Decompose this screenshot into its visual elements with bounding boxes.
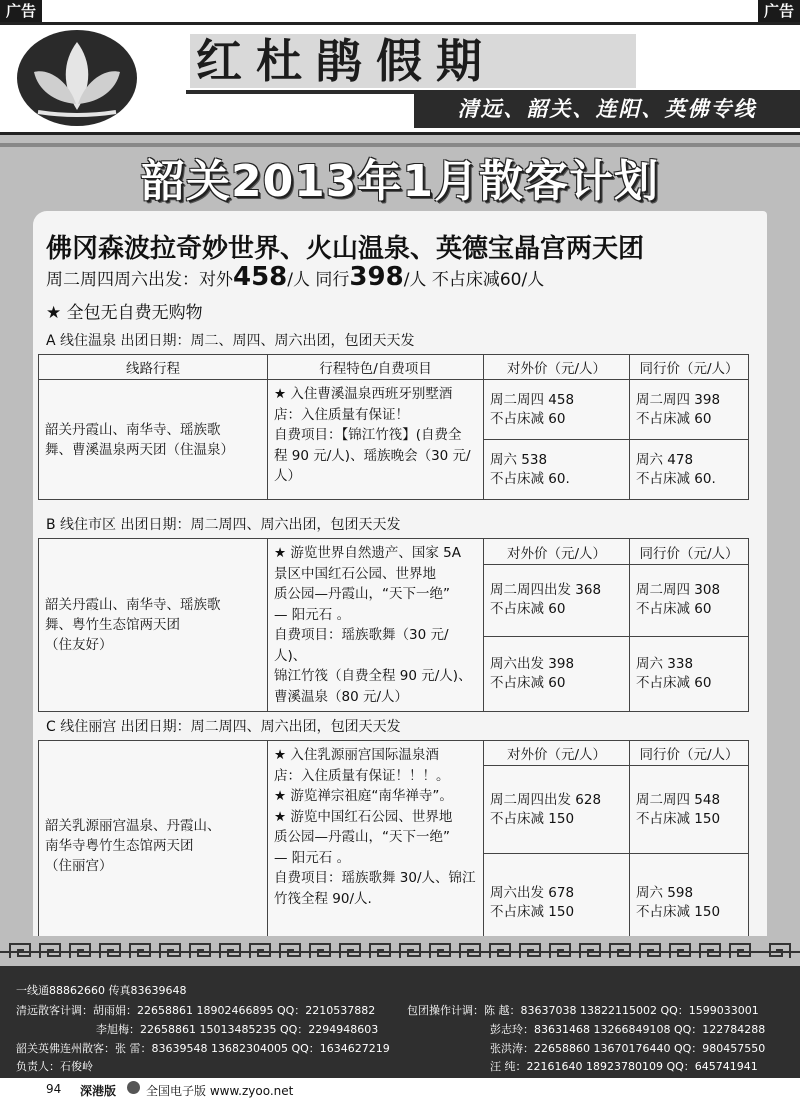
feature-cell: ★ 入住曹溪温泉西班牙别墅酒 店：入住质量有保证！ 自费项目：【锦江竹筏】(自费全 程 90 元/人)、瑶族晚会（30 元/ 人） bbox=[268, 380, 484, 500]
section-b-head: B 线住市区 出团日期：周二周四、周六出团，包团天天发 bbox=[46, 517, 401, 533]
peer-price-cell: 周二周四 308 不占床减 60 bbox=[630, 565, 749, 636]
header-feature: 行程特色/自费项目 bbox=[268, 355, 484, 380]
header-peer: 同行价（元/人） bbox=[630, 539, 749, 565]
contact-row: 彭志玲：83631468 13266849108 QQ：122784288 bbox=[490, 1023, 766, 1036]
feature-cell: ★ 游览世界自然遗产、国家 5A 景区中国红石公园、世界地 质公园—丹霞山，“天下一绝” — 阳元石 。 自费项目：瑶族歌舞（30 元/人)、 锦江竹筏（自费全程 90 元/人)、 曹溪温泉（80 元/人） bbox=[268, 539, 484, 712]
contact-row: 负责人：石俊岭 bbox=[16, 1060, 93, 1073]
contact-row: 张洪涛：22658860 13670176440 QQ：980457550 bbox=[490, 1042, 766, 1055]
contact-row: 包团操作计调：陈 越：83637038 13822115002 QQ：1599033001 bbox=[407, 1004, 759, 1017]
public-price-cell: 周二周四 458 不占床减 60 bbox=[484, 380, 630, 440]
ad-tag-left: 广告 bbox=[0, 0, 42, 22]
header-public: 对外价（元/人） bbox=[484, 539, 630, 565]
section-a-head: A 线住温泉 出团日期：周二、周四、周六出团，包团天天发 bbox=[46, 333, 415, 349]
public-price-cell: 周二周四出发 628 不占床减 150 bbox=[484, 766, 630, 854]
page-number: 94 bbox=[46, 1082, 62, 1096]
header-peer: 同行价（元/人） bbox=[630, 741, 749, 766]
page-bottom bbox=[0, 1078, 800, 1100]
header-peer: 同行价（元/人） bbox=[630, 355, 749, 380]
public-price-cell: 周六出发 678 不占床减 150 bbox=[484, 854, 630, 952]
meander-border bbox=[0, 936, 800, 966]
contact-row: 清远散客计调：胡雨娟：22658861 18902466895 QQ：2210537882 bbox=[16, 1004, 376, 1017]
public-price-cell: 周六 538 不占床减 60. bbox=[484, 440, 630, 500]
header-public: 对外价（元/人） bbox=[484, 355, 630, 380]
headline: 韶关2013年1月散客计划 bbox=[140, 156, 660, 207]
brand-name: 红杜鹃假期 bbox=[190, 34, 636, 88]
azalea-logo-icon bbox=[14, 24, 140, 128]
ad-tag-right: 广告 bbox=[758, 0, 800, 22]
public-price-cell: 周二周四出发 368 不占床减 60 bbox=[484, 565, 630, 636]
contact-row: 韶关英佛连州散客：张 雷：83639548 13682304005 QQ：1634627219 bbox=[16, 1042, 390, 1055]
peer-price-cell: 周六 598 不占床减 150 bbox=[630, 854, 749, 952]
public-price-cell: 周六出发 398 不占床减 60 bbox=[484, 636, 630, 712]
peer-price-cell: 周六 338 不占床减 60 bbox=[630, 636, 749, 712]
header-public: 对外价（元/人） bbox=[484, 741, 630, 766]
tour-price-line: 周二周四周六出发：对外458/人 同行398/人 不占床减60/人 bbox=[46, 262, 545, 292]
contact-row: 汪 纯：22161640 18923780109 QQ：645741941 bbox=[490, 1060, 758, 1073]
section-b-table bbox=[38, 538, 749, 712]
route-cell: 韶关乳源丽宫温泉、丹霞山、 南华寺粤竹生态馆两天团 （住丽宫） bbox=[39, 741, 268, 952]
route-banner: 清远、韶关、连阳、英佛专线 bbox=[414, 90, 800, 128]
tour-title: 佛冈森波拉奇妙世界、火山温泉、英德宝晶宫两天团 bbox=[46, 234, 645, 264]
section-c-head: C 线住丽宫 出团日期：周二周四、周六出团，包团天天发 bbox=[46, 719, 401, 735]
edition-dot-icon bbox=[127, 1081, 140, 1094]
contact-footer bbox=[0, 966, 800, 1078]
section-c-table bbox=[38, 740, 749, 952]
hotline: 一线通88862660 传真83639648 bbox=[16, 984, 187, 997]
tour-slogan: ★ 全包无自费无购物 bbox=[46, 303, 203, 323]
peer-price: 398 bbox=[349, 262, 404, 292]
route-rule bbox=[186, 90, 414, 94]
public-price: 458 bbox=[233, 262, 288, 292]
peer-price-cell: 周六 478 不占床减 60. bbox=[630, 440, 749, 500]
contact-row: 李旭梅：22658861 15013485235 QQ：2294948603 bbox=[96, 1023, 379, 1036]
peer-price-cell: 周二周四 548 不占床减 150 bbox=[630, 766, 749, 854]
header-route: 线路行程 bbox=[39, 355, 268, 380]
feature-cell: ★ 入住乳源丽宫国际温泉酒 店：入住质量有保证！！！。 ★ 游览禅宗祖庭“南华禅寺”。 ★ 游览中国红石公园、世界地 质公园—丹霞山，“天下一绝” — 阳元石 。 自费项目：瑶族歌舞 30/人、锦江 竹筏全程 90/人. bbox=[268, 741, 484, 952]
route-cell: 韶关丹霞山、南华寺、瑶族歌 舞、粤竹生态馆两天团 （住友好） bbox=[39, 539, 268, 712]
peer-price-cell: 周二周四 398 不占床减 60 bbox=[630, 380, 749, 440]
route-cell: 韶关丹霞山、南华寺、瑶族歌 舞、曹溪温泉两天团（住温泉） bbox=[39, 380, 268, 500]
section-a-table bbox=[38, 354, 749, 500]
edition: 深港版 bbox=[80, 1084, 117, 1098]
site: 全国电子版 www.zyoo.net bbox=[146, 1084, 294, 1098]
